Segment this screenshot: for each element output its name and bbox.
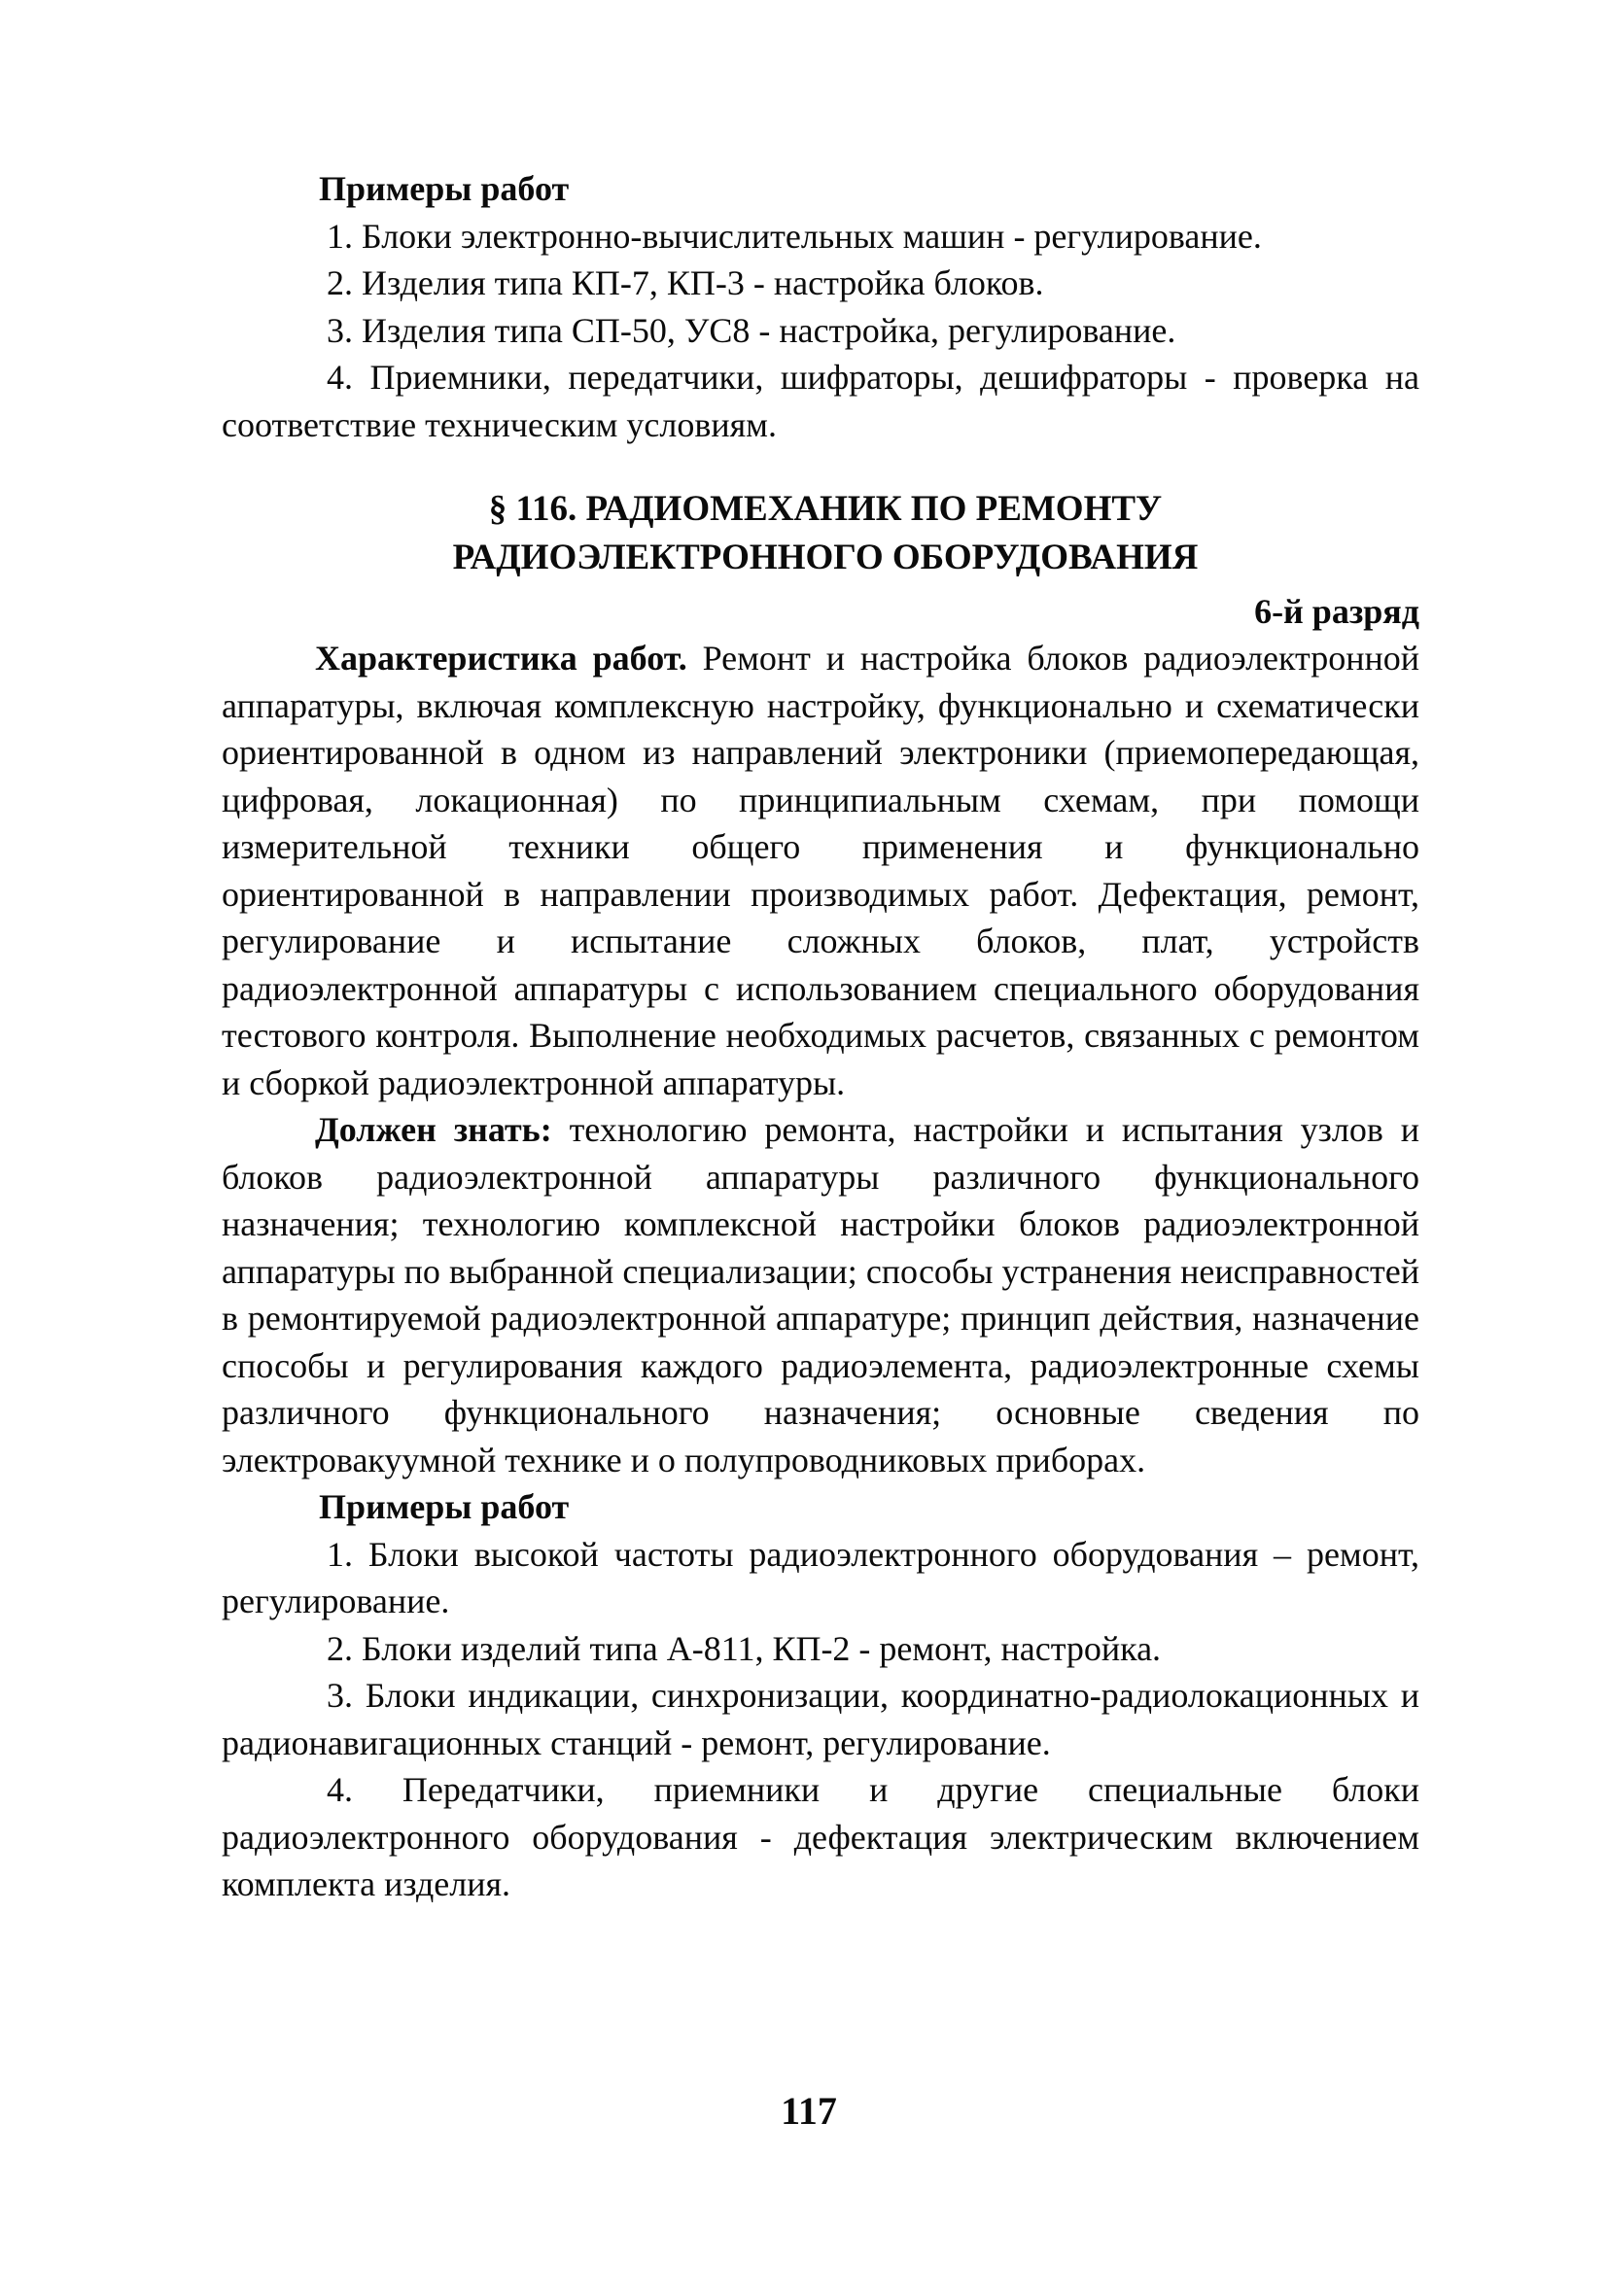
example-1-item-2: 2. Изделия типа КП-7, КП-3 - настройка блоков.	[327, 263, 1044, 302]
page-body	[222, 165, 1419, 1908]
example-1-item-4: 4. Приемники, передатчики, шифраторы, дешифраторы - проверка на соответствие техническим условиям.	[222, 358, 1419, 444]
example-1-item-3: 3. Изделия типа СП-50, УС8 - настройка, регулирование.	[327, 310, 1176, 350]
section-title-line-2: РАДИОЭЛЕКТРОННОГО ОБОРУДОВАНИЯ	[452, 538, 1199, 577]
example-2-item-2: 2. Блоки изделий типа А-811, КП-2 - ремонт, настройка.	[327, 1628, 1162, 1668]
example-2-item-1: 1. Блоки высокой частоты радиоэлектронного оборудования – ремонт, регулирование.	[222, 1534, 1419, 1620]
knowledge-paragraph	[222, 1106, 1419, 1483]
grade-label: 6-й разряд	[1254, 592, 1419, 631]
example-2-item-3: 3. Блоки индикации, синхронизации, координатно-радиолокационных и радионавигационных станций - ремонт, регулирование.	[222, 1676, 1419, 1762]
characteristics-paragraph	[222, 635, 1419, 1106]
example-1-item-1: 1. Блоки электронно-вычислительных машин - регулирование.	[327, 216, 1262, 256]
page-number: 117	[781, 2089, 837, 2133]
examples-heading-2: Примеры работ	[319, 1487, 570, 1526]
section-title-line-1: § 116. РАДИОМЕХАНИК ПО РЕМОНТУ	[488, 489, 1163, 529]
examples-heading-1: Примеры работ	[319, 169, 570, 208]
example-2-item-4: 4. Передатчики, приемники и другие специальные блоки радиоэлектронного оборудования - дефектация электрическим включением комплекта изделия.	[222, 1770, 1419, 1903]
section-title	[222, 485, 1419, 582]
characteristics-lead: Характеристика работ.	[315, 639, 687, 678]
characteristics-text: Ремонт и настройка блоков радиоэлектронной аппаратуры, включая комплексную настройку, функционально и схематически ориентированной в одном из направлений электроники (приемопередающая, цифровая, локационная) по принципиальным схемам, при помощи измерительной техники общего применения и функционально ориентированной в направлении производимых работ. Дефектация, ремонт, регулирование и испытание сложных блоков, плат, устройств радиоэлектронной аппаратуры с использованием специального оборудования тестового контроля. Выполнение необходимых расчетов, связанных с ремонтом и сборкой радиоэлектронной аппаратуры.	[222, 639, 1419, 1102]
knowledge-lead: Должен знать:	[315, 1110, 552, 1149]
knowledge-text: технологию ремонта, настройки и испытания узлов и блоков радиоэлектронной аппаратуры различного функционального назначения; технологию комплексной настройки блоков радиоэлектронной аппаратуры по выбранной специализации; способы устранения неисправностей в ремонтируемой радиоэлектронной аппаратуре; принцип действия, назначение способы и регулирования каждого радиоэлемента, радиоэлектронные схемы различного функционального назначения; основные сведения по электровакуумной технике и о полупроводниковых приборах.	[222, 1110, 1419, 1479]
